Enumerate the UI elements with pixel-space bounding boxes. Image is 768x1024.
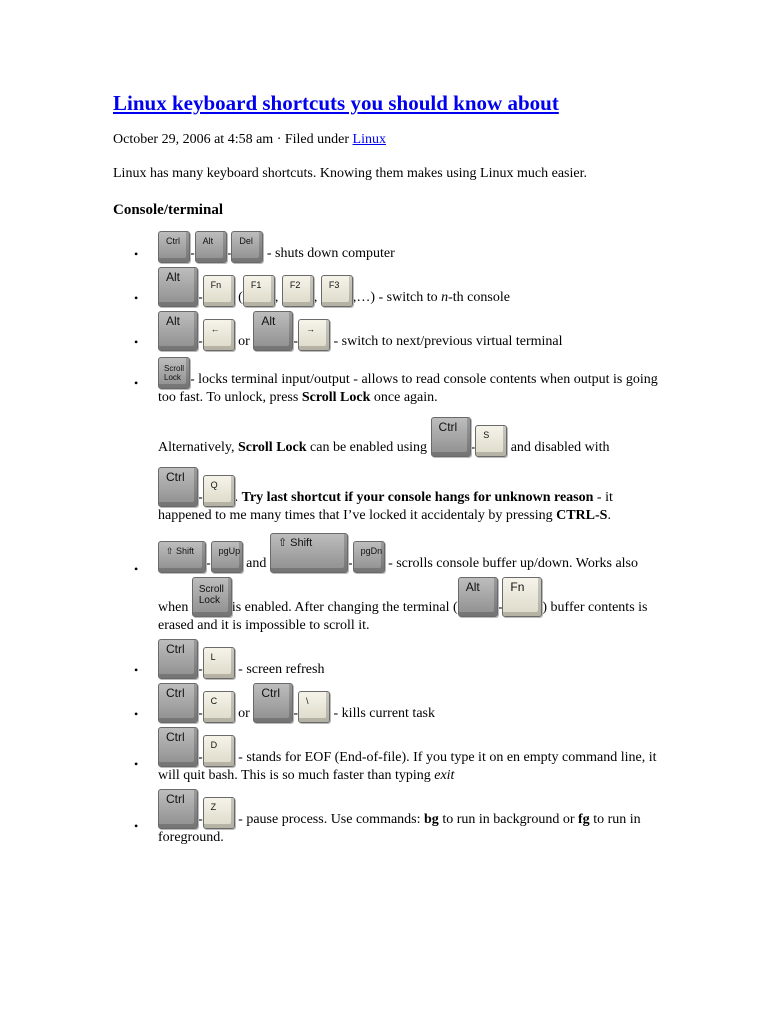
l-key-icon: L [203,647,235,679]
list-item: • Ctrl - L - screen refresh [113,639,658,679]
z-key-icon: Z [203,797,235,829]
shift-key-icon: ⇧ Shift [270,533,348,573]
s-key-icon: S [475,425,507,457]
f1-key-icon: F1 [243,275,275,307]
bullet: • [134,663,139,677]
shortcut-list [113,231,658,847]
ctrl-key-icon: Ctrl [253,683,293,723]
fn-key-icon: Fn [203,275,235,307]
alt-key-icon: Alt [458,577,498,617]
scroll-lock-key-icon: Scroll Lock [158,357,190,389]
article-title-link[interactable]: Linux keyboard shortcuts you should know about [113,91,559,115]
list-item: • Ctrl - C or Ctrl - \ - kills current task [113,683,658,723]
pgup-key-icon: pgUp [211,541,243,573]
backslash-key-icon: \ [298,691,330,723]
bullet: • [134,291,139,305]
bullet: • [134,757,139,771]
fn-key-icon: Fn [502,577,542,617]
category-link[interactable]: Linux [352,132,386,147]
list-item: • Alt - ← or Alt - → - switch to next/previous virtual terminal [113,311,658,351]
alt-key-icon: Alt [158,267,198,307]
bullet: • [134,562,139,576]
alt-key-icon: Alt [195,231,227,263]
q-key-icon: Q [203,475,235,507]
section-heading: Console/terminal [113,202,223,218]
list-item: • Scroll Lock - locks terminal input/output - allows to read console contents when output is going too fast. To unlock, press Scroll Lock once again. Alternatively, Scroll Lock can be enabled using Ctrl - S and disabled with Ctrl - Q . Try last shortcut if your console hangs for unknown reason - it happened to me many times that I’ve locked it accidentaly by pressing CTRL-S. [113,357,658,525]
list-item: • Ctrl - Z - pause process. Use commands: bg to run in background or fg to run in foreground. [113,789,658,847]
post-date: October 29, 2006 at 4:58 am [113,132,274,147]
list-item: • Ctrl - Alt - Del - shuts down computer [113,231,658,263]
ctrl-key-icon: Ctrl [158,789,198,829]
c-key-icon: C [203,691,235,723]
right-arrow-key-icon: → [298,319,330,351]
bullet: • [134,335,139,349]
d-key-icon: D [203,735,235,767]
ctrl-key-icon: Ctrl [158,727,198,767]
f2-key-icon: F2 [282,275,314,307]
shift-key-icon: ⇧ Shift [158,541,206,573]
left-arrow-key-icon: ← [203,319,235,351]
list-item: • ⇧ Shift - pgUp and ⇧ Shift - pgDn - scrolls console buffer up/down. Works also when Scroll Lock is enabled. After changing the terminal ( Alt - Fn ) buffer contents is erased and it is impossible to scroll it. [113,533,658,635]
list-item: • Ctrl - D - stands for EOF (End-of-file). If you type it on en empty command line, it will quit bash. This is so much faster than typing exit [113,727,658,785]
article-title [113,88,658,118]
del-key-icon: Del [231,231,263,263]
ctrl-key-icon: Ctrl [158,639,198,679]
f3-key-icon: F3 [321,275,353,307]
bullet: • [134,707,139,721]
ctrl-key-icon: Ctrl [158,683,198,723]
alt-key-icon: Alt [158,311,198,351]
list-item: • Alt - Fn ( F1 , F2 , F3 ,…) - switch to n-th console [113,267,658,307]
filed-under-label: · Filed under [273,132,353,147]
bullet: • [134,376,139,390]
alt-key-icon: Alt [253,311,293,351]
ctrl-key-icon: Ctrl [158,231,190,263]
scroll-lock-key-icon: Scroll Lock [192,577,232,617]
ctrl-key-icon: Ctrl [158,467,198,507]
pgdn-key-icon: pgDn [353,541,385,573]
bullet: • [134,819,139,833]
intro-paragraph: Linux has many keyboard shortcuts. Knowing them makes using Linux much easier. [113,166,587,181]
ctrl-key-icon: Ctrl [431,417,471,457]
bullet: • [134,247,139,261]
article-meta [113,130,658,150]
